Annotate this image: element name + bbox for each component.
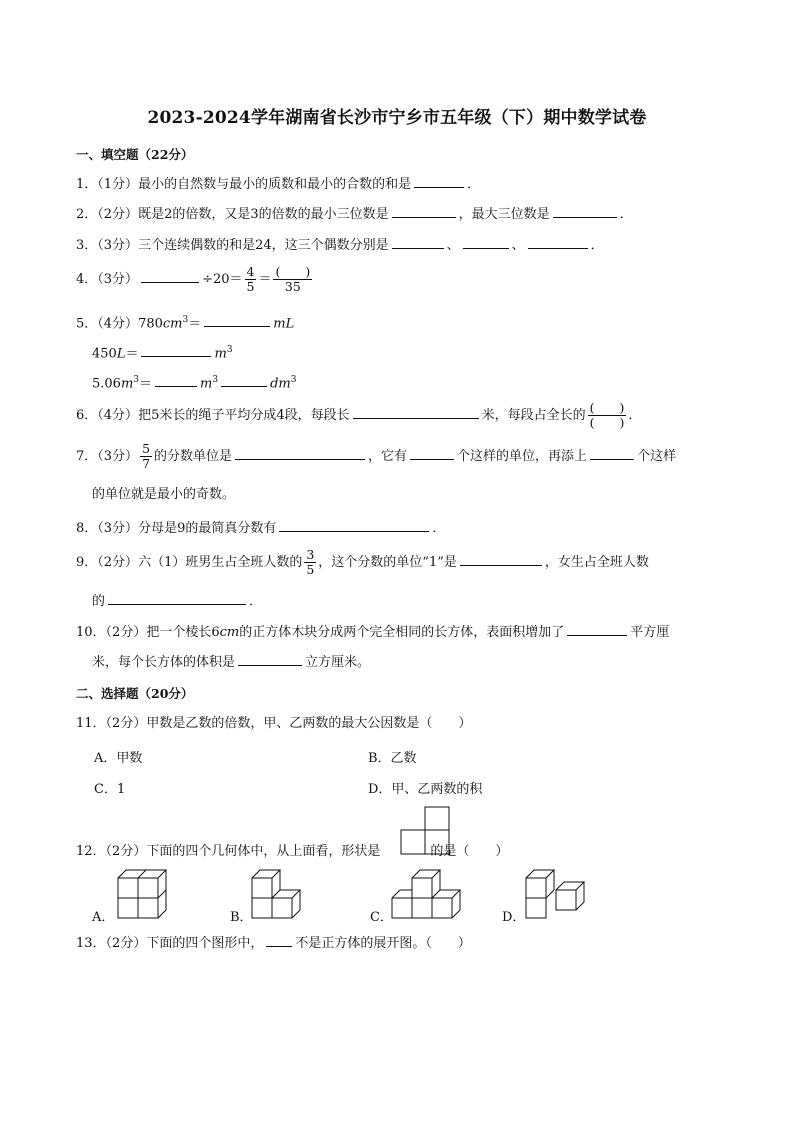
question-text: 不是正方体的展开图。（ ） bbox=[295, 936, 471, 951]
question-score: （4分） bbox=[97, 408, 139, 423]
question-number: 3． bbox=[76, 238, 98, 253]
question-text: 个这样 bbox=[637, 449, 677, 464]
value: 450 bbox=[92, 346, 117, 362]
question-2 bbox=[76, 203, 633, 225]
question-text: 的 bbox=[92, 594, 106, 609]
answer-blank[interactable] bbox=[353, 404, 479, 419]
question-5-part-c bbox=[92, 370, 296, 394]
answer-blank[interactable] bbox=[567, 621, 627, 636]
question-7 bbox=[76, 441, 676, 473]
answer-blank[interactable] bbox=[204, 312, 270, 327]
question-text: 的分数单位是 bbox=[154, 449, 233, 464]
fraction-denominator: 7 bbox=[142, 456, 151, 471]
question-text: 把一个棱长6 bbox=[146, 625, 220, 640]
answer-blank[interactable] bbox=[410, 445, 454, 460]
question-text: ÷20＝ bbox=[202, 272, 243, 287]
answer-blank[interactable] bbox=[414, 173, 464, 188]
answer-blank[interactable] bbox=[590, 445, 634, 460]
question-text: 米，每个长方体的体积是 bbox=[92, 655, 236, 670]
option-a[interactable]: A． bbox=[92, 910, 115, 925]
question-9-line-2 bbox=[92, 590, 262, 612]
question-score: （2分） bbox=[105, 716, 147, 731]
question-text: 米，每段占全长的 bbox=[481, 408, 586, 423]
fraction-denominator-blank[interactable]: ( ) bbox=[589, 415, 625, 430]
question-11 bbox=[76, 714, 471, 734]
question-score: （3分） bbox=[97, 272, 139, 287]
question-9 bbox=[76, 547, 649, 579]
answer-blank[interactable] bbox=[553, 203, 617, 218]
question-text: ，这个分数的单位“1”是 bbox=[318, 555, 457, 570]
answer-blank[interactable] bbox=[392, 234, 444, 249]
question-7-line-2: 的单位就是最小的奇数。 bbox=[92, 487, 236, 502]
punctuation: ． bbox=[590, 238, 604, 253]
question-number: 2． bbox=[76, 207, 98, 222]
cube-figure-c[interactable] bbox=[390, 868, 466, 920]
question-text: 的正方体木块分成两个完全相同的长方体，表面积增加了 bbox=[239, 625, 565, 640]
answer-blank[interactable] bbox=[279, 517, 429, 532]
unit: cm bbox=[219, 625, 240, 640]
question-number: 12． bbox=[76, 844, 106, 859]
cube-figure-d[interactable] bbox=[524, 866, 588, 922]
fraction bbox=[304, 548, 316, 577]
question-score: （3分） bbox=[97, 449, 139, 464]
question-number: 1． bbox=[76, 177, 98, 192]
option-c[interactable]: C． bbox=[370, 910, 393, 925]
question-text: 的是（ ） bbox=[430, 844, 509, 859]
question-number: 13． bbox=[76, 936, 106, 951]
top-view-figure bbox=[400, 806, 452, 856]
option-d[interactable]: D．甲、乙两数的积 bbox=[368, 782, 483, 797]
punctuation: ． bbox=[628, 408, 642, 423]
punctuation: ． bbox=[467, 177, 481, 192]
question-text: ，最大三位数是 bbox=[458, 207, 550, 222]
question-1 bbox=[76, 173, 480, 195]
fraction-numerator-blank[interactable]: ( ) bbox=[275, 264, 311, 279]
punctuation: 、 bbox=[511, 238, 525, 253]
question-text: 下面的四个几何体中，从上面看，形状是 bbox=[146, 844, 381, 859]
question-score: （2分） bbox=[97, 207, 139, 222]
unit: L bbox=[116, 346, 126, 362]
option-a[interactable]: A．甲数 bbox=[94, 751, 143, 766]
question-10 bbox=[76, 621, 669, 643]
question-text: 最小的自然数与最小的质数和最小的合数的和是 bbox=[138, 177, 412, 192]
unit: cm bbox=[162, 316, 183, 332]
option-b[interactable]: B．乙数 bbox=[368, 751, 417, 766]
equals-sign: ＝ bbox=[258, 272, 272, 287]
punctuation: ． bbox=[619, 207, 633, 222]
question-text: 下面的四个图形中， bbox=[146, 936, 264, 951]
equals-sign: ＝ bbox=[139, 376, 153, 392]
exponent: 3 bbox=[290, 375, 297, 385]
question-text: ，它有 bbox=[368, 449, 408, 464]
question-score: （3分） bbox=[97, 238, 139, 253]
question-text: 既是2的倍数，又是3的倍数的最小三位数是 bbox=[138, 207, 389, 222]
question-3 bbox=[76, 234, 604, 256]
fraction bbox=[140, 442, 152, 471]
question-text: 甲数是乙数的倍数，甲、乙两数的最大公因数是（ ） bbox=[146, 716, 472, 731]
question-6 bbox=[76, 400, 641, 432]
answer-blank[interactable] bbox=[266, 932, 292, 947]
fraction bbox=[245, 265, 257, 294]
section-heading-fill-in: 一、填空题（22分） bbox=[76, 147, 194, 162]
fraction[interactable] bbox=[273, 265, 312, 294]
question-8 bbox=[76, 517, 445, 539]
question-score: （2分） bbox=[105, 844, 147, 859]
question-13 bbox=[76, 932, 471, 954]
fraction-denominator: 5 bbox=[246, 279, 255, 294]
equals-sign: ＝ bbox=[125, 346, 139, 362]
question-10-line-2 bbox=[92, 651, 370, 673]
question-text: 立方厘米。 bbox=[305, 655, 371, 670]
exponent: 3 bbox=[133, 375, 140, 385]
question-number: 10． bbox=[76, 625, 106, 640]
page-title: 2023-2024学年湖南省长沙市宁乡市五年级（下）期中数学试卷 bbox=[147, 108, 647, 128]
question-number: 8． bbox=[76, 521, 98, 536]
value: 5.06 bbox=[92, 376, 121, 392]
fraction-blank[interactable] bbox=[588, 401, 627, 430]
question-score: （3分） bbox=[97, 521, 139, 536]
unit: dm bbox=[270, 376, 291, 392]
section-heading-choice: 二、选择题（20分） bbox=[76, 686, 194, 701]
unit: m bbox=[120, 376, 134, 392]
fraction-denominator: 35 bbox=[284, 279, 301, 294]
fraction-numerator: 5 bbox=[142, 441, 151, 456]
answer-blank[interactable] bbox=[238, 651, 302, 666]
fraction-numerator: 3 bbox=[306, 547, 315, 562]
answer-blank[interactable] bbox=[392, 203, 456, 218]
answer-blank[interactable] bbox=[221, 372, 267, 387]
answer-blank[interactable] bbox=[141, 342, 211, 357]
answer-blank[interactable] bbox=[141, 268, 199, 283]
equals-sign: ＝ bbox=[188, 316, 202, 332]
fraction-denominator: 5 bbox=[306, 562, 315, 577]
option-d[interactable]: D． bbox=[502, 910, 526, 925]
fraction-numerator-blank[interactable]: ( ) bbox=[589, 400, 625, 415]
question-number: 11． bbox=[76, 716, 106, 731]
punctuation: 、 bbox=[446, 238, 460, 253]
question-text: 把5米长的绳子平均分成4段，每段长 bbox=[138, 408, 350, 423]
cube-figure-a[interactable] bbox=[116, 868, 170, 920]
value: 780 bbox=[138, 316, 163, 332]
question-score: （2分） bbox=[105, 625, 147, 640]
question-text: 分母是9的最简真分数有 bbox=[138, 521, 277, 536]
question-score: （1分） bbox=[97, 177, 139, 192]
answer-blank[interactable] bbox=[155, 372, 197, 387]
question-text: 个这样的单位，再添上 bbox=[457, 449, 588, 464]
question-5 bbox=[76, 310, 294, 334]
exponent: 3 bbox=[226, 345, 233, 355]
question-number: 4． bbox=[76, 272, 98, 287]
punctuation: ． bbox=[432, 521, 446, 536]
question-text: 平方厘 bbox=[630, 625, 670, 640]
exponent: 3 bbox=[212, 375, 219, 385]
exponent: 3 bbox=[182, 315, 189, 325]
option-c[interactable]: C．1 bbox=[94, 782, 126, 797]
fraction-numerator: 4 bbox=[246, 264, 255, 279]
cube-figure-b[interactable] bbox=[250, 868, 314, 920]
question-score: （2分） bbox=[97, 555, 139, 570]
unit: m bbox=[200, 376, 213, 392]
answer-blank[interactable] bbox=[463, 234, 509, 249]
question-text: 六（1）班男生占全班人数的 bbox=[138, 555, 303, 570]
question-4 bbox=[76, 265, 314, 295]
question-score: （2分） bbox=[105, 936, 147, 951]
punctuation: ． bbox=[249, 594, 263, 609]
question-number: 5． bbox=[76, 316, 98, 332]
question-text: ，女生占全班人数 bbox=[544, 555, 649, 570]
question-5-part-b bbox=[92, 340, 233, 364]
answer-blank[interactable] bbox=[108, 590, 246, 605]
answer-blank[interactable] bbox=[235, 445, 365, 460]
question-score: （4分） bbox=[97, 316, 139, 332]
question-text: 三个连续偶数的和是24，这三个偶数分别是 bbox=[138, 238, 389, 253]
question-number: 6． bbox=[76, 408, 98, 423]
unit: m bbox=[214, 346, 227, 362]
question-number: 7． bbox=[76, 449, 98, 464]
answer-blank[interactable] bbox=[528, 234, 588, 249]
answer-blank[interactable] bbox=[460, 551, 542, 566]
unit: mL bbox=[273, 316, 295, 332]
option-b[interactable]: B． bbox=[230, 910, 253, 925]
question-number: 9． bbox=[76, 555, 98, 570]
